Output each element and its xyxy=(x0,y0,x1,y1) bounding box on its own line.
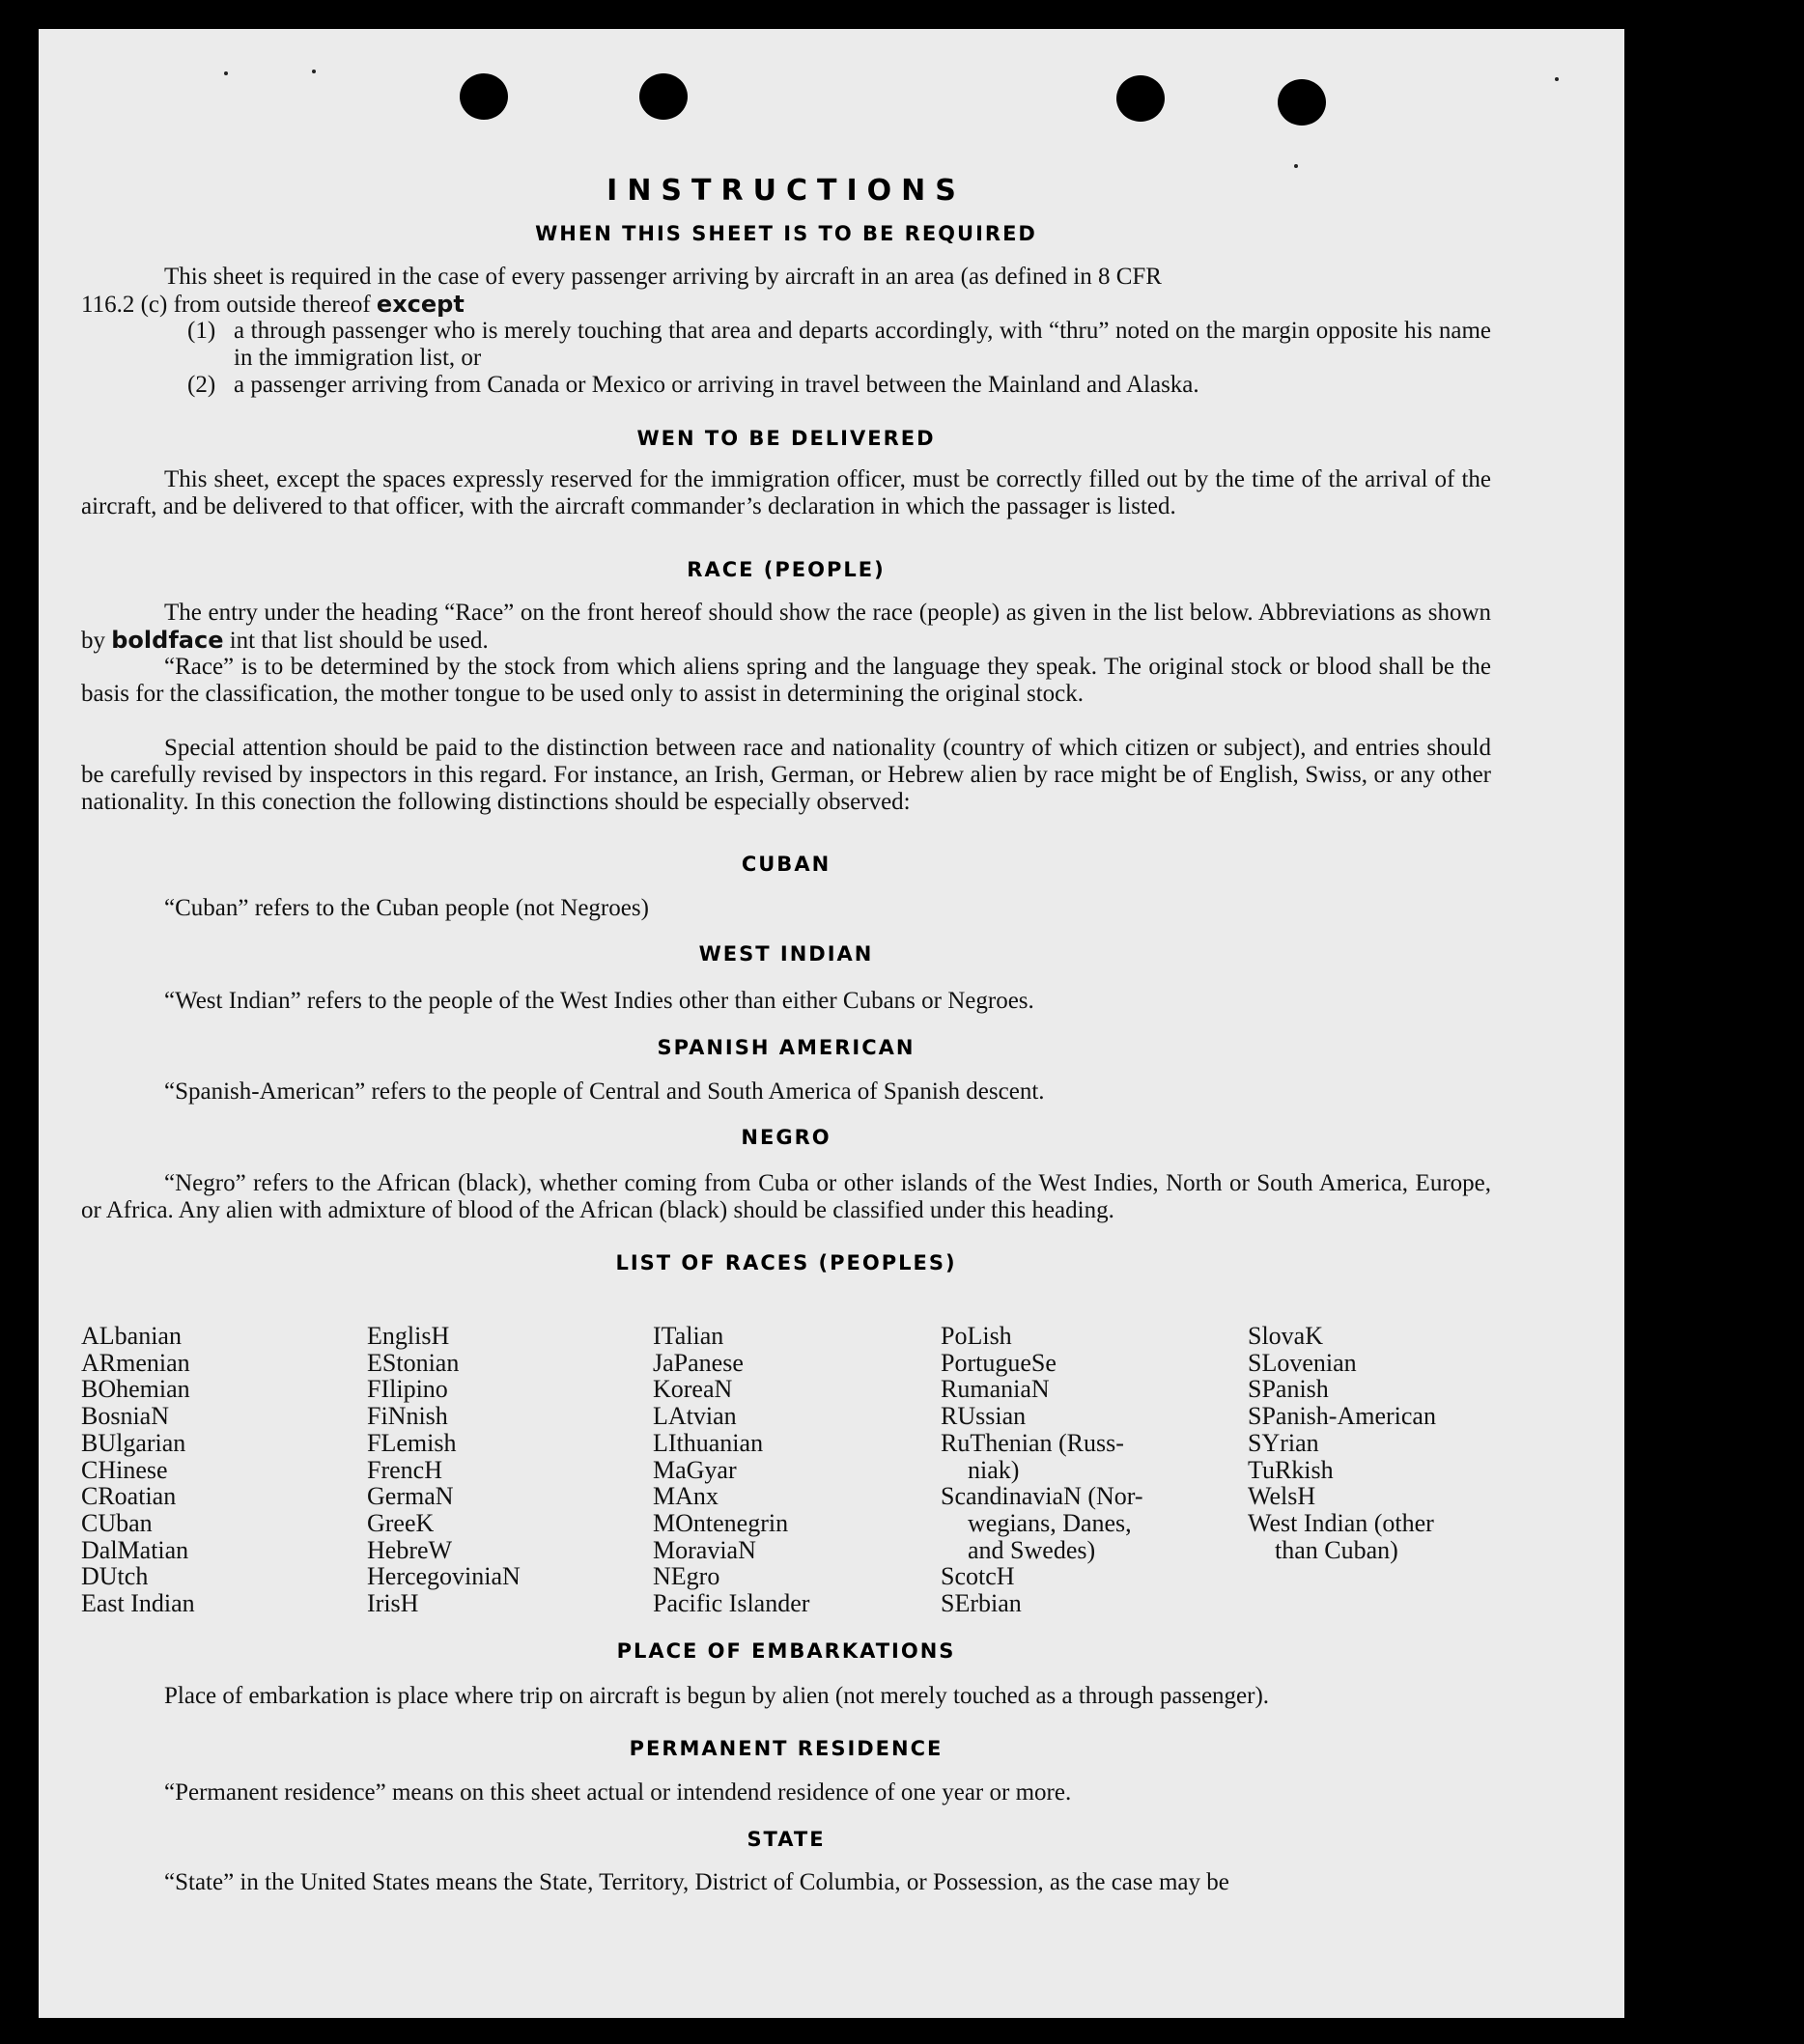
race-list-item: CHinese xyxy=(81,1455,168,1484)
punch-hole xyxy=(1278,79,1326,126)
residence-text xyxy=(81,1779,1491,1806)
section-title-negro: NEGRO xyxy=(741,1126,832,1149)
document-page xyxy=(39,29,1624,2018)
item-2-text: a passenger arriving from Canada or Mexico or arriving in travel between the Mainland and Alaska. xyxy=(234,372,1199,398)
race-paragraph-2 xyxy=(81,654,1491,708)
section-title-cuban: CUBAN xyxy=(741,853,832,876)
race-list-item: LAtvian xyxy=(653,1402,737,1431)
section-title-list: LIST OF RACES (PEOPLES) xyxy=(615,1251,957,1274)
race-list-item: FrencH xyxy=(367,1455,442,1484)
punch-hole xyxy=(460,73,508,120)
race-list-item: West Indian (other xyxy=(1248,1508,1434,1537)
section-title-spanish-american: SPANISH AMERICAN xyxy=(657,1036,916,1059)
spanish-american-body: “Spanish-American” refers to the people of Central and South America of Spanish descent. xyxy=(164,1078,1045,1105)
race-list-item: MOntenegrin xyxy=(653,1508,789,1537)
race-list-item: BOhemian xyxy=(81,1375,190,1404)
residence-body: “Permanent residence” means on this sheet actual or intendend residence of one year or more. xyxy=(164,1779,1072,1806)
race-list-item: BosniaN xyxy=(81,1402,169,1431)
race-list-item: SErbian xyxy=(941,1589,1022,1618)
state-text xyxy=(81,1869,1491,1896)
race-list-item: CRoatian xyxy=(81,1482,177,1511)
race-list-item: ALbanian xyxy=(81,1322,182,1350)
race-list-column-1 xyxy=(81,1323,195,1617)
race-list-item: SPanish-American xyxy=(1248,1402,1436,1431)
item-2-number: (2) xyxy=(187,372,216,398)
race-list-item: RumaniaN xyxy=(941,1375,1050,1404)
race-p3: Special attention should be paid to the distinction between race and nationality (country of which citizen or subject), and entries should be carefully revised by inspectors in this regard. For instance, an Irish, German, or Hebrew alien by race might be of English, Swiss, or any other nationality. In this conection the following distinctions should be especially observed: xyxy=(81,735,1491,815)
required-intro-line1: This sheet is required in the case of every passenger arriving by aircraft in an area (as defined in 8 CFR xyxy=(164,264,1162,290)
race-list-item: SPanish xyxy=(1248,1375,1329,1404)
cuban-body: “Cuban” refers to the Cuban people (not Negroes) xyxy=(164,895,649,921)
negro-text xyxy=(81,1170,1491,1224)
race-list-item: MAnx xyxy=(653,1482,719,1511)
race-p1-start: The entry under the heading “Race” on the front hereof should show the race (people) as given in the list below. Abbreviations as shown by xyxy=(81,600,1491,654)
race-list-item: EnglisH xyxy=(367,1322,450,1350)
punch-hole xyxy=(639,73,688,120)
delivered-text-body: This sheet, except the spaces expressly reserved for the immigration officer, must be correctly filled out by the time of the arrival of the aircraft, and be delivered to that officer, with the aircraft commander’s declaration in which the passager is listed. xyxy=(81,466,1491,519)
race-list-item: GermaN xyxy=(367,1482,454,1511)
page-title: INSTRUCTIONS xyxy=(606,174,966,208)
race-list-item: Pacific Islander xyxy=(653,1589,810,1618)
race-list-item: NEgro xyxy=(653,1562,720,1591)
race-list-item: GreeK xyxy=(367,1508,435,1537)
race-list-item-continued: than Cuban) xyxy=(1275,1535,1398,1564)
race-list-item: ScotcH xyxy=(941,1562,1015,1591)
section-title-residence: PERMANENT RESIDENCE xyxy=(629,1737,944,1760)
race-list-item: MaGyar xyxy=(653,1455,737,1484)
race-list-item-continued: wegians, Danes, xyxy=(968,1508,1132,1537)
speck xyxy=(1294,164,1298,168)
race-list-column-5 xyxy=(1248,1323,1436,1563)
race-list-item: BUlgarian xyxy=(81,1428,186,1457)
race-list-item-continued: and Swedes) xyxy=(968,1535,1096,1564)
race-list-item: ARmenian xyxy=(81,1348,190,1377)
race-paragraph-1 xyxy=(81,600,1491,655)
race-list-item: FIlipino xyxy=(367,1375,448,1404)
race-list-item: RUssian xyxy=(941,1402,1027,1431)
race-list-item: PoLish xyxy=(941,1322,1012,1350)
race-list-item: DUtch xyxy=(81,1562,149,1591)
required-intro-line2: 116.2 (c) from outside thereof xyxy=(81,292,377,318)
race-p2: “Race” is to be determined by the stock from which aliens spring and the language they speak. The original stock or blood shall be the basis for the classification, the mother tongue to be used only to assist in determining the original stock. xyxy=(81,654,1491,707)
race-list-item: HercegoviniaN xyxy=(367,1562,521,1591)
state-body: “State” in the United States means the State, Territory, District of Columbia, or Possession, as the case may be xyxy=(164,1869,1229,1895)
race-p1-end: int that list should be used. xyxy=(223,628,489,654)
race-list-item: FLemish xyxy=(367,1428,457,1457)
race-list-item: IrisH xyxy=(367,1589,419,1618)
section-title-delivered: WEN TO BE DELIVERED xyxy=(636,427,936,450)
required-except: except xyxy=(376,291,465,318)
embarkation-body: Place of embarkation is place where trip on aircraft is begun by alien (not merely touched as a through passenger). xyxy=(164,1683,1270,1709)
race-list-column-4 xyxy=(941,1323,1143,1617)
race-list-item: FiNnish xyxy=(367,1402,448,1431)
item-1-text: a through passenger who is merely touching that area and departs accordingly, with “thru” noted on the margin opposite his name in the immigration list, or xyxy=(234,318,1491,371)
race-list-item: SlovaK xyxy=(1248,1322,1323,1350)
race-list-item: WelsH xyxy=(1248,1482,1316,1511)
race-boldface: boldface xyxy=(111,627,224,654)
west-indian-text xyxy=(81,988,1491,1015)
race-list-item-continued: niak) xyxy=(968,1455,1020,1484)
race-list-item: East Indian xyxy=(81,1589,195,1618)
race-list-item: SYrian xyxy=(1248,1428,1319,1457)
race-list-item: PortugueSe xyxy=(941,1348,1057,1377)
negro-body: “Negro” refers to the African (black), whether coming from Cuba or other islands of the West Indies, North or South America, Europe, or Africa. Any alien with admixture of blood of the African (black) should be classified under this heading. xyxy=(81,1170,1491,1223)
race-list-item: HebreW xyxy=(367,1535,453,1564)
embarkation-text xyxy=(81,1683,1491,1710)
punch-hole xyxy=(1116,75,1165,122)
required-intro xyxy=(81,264,1491,319)
race-list-column-2 xyxy=(367,1323,521,1617)
section-title-embarkation: PLACE OF EMBARKATIONS xyxy=(616,1639,956,1663)
race-list-item: MoraviaN xyxy=(653,1535,756,1564)
race-list-item: CUban xyxy=(81,1508,153,1537)
section-title-race: RACE (PEOPLE) xyxy=(687,558,886,581)
cuban-text xyxy=(81,895,1491,922)
race-list-item: ScandinaviaN (Nor- xyxy=(941,1482,1143,1511)
race-list-item: RuThenian (Russ- xyxy=(941,1428,1124,1457)
race-list-item: ITalian xyxy=(653,1322,724,1350)
race-list-column-3 xyxy=(653,1323,809,1617)
race-list-item: EStonian xyxy=(367,1348,460,1377)
speck xyxy=(224,71,228,75)
race-list-item: DalMatian xyxy=(81,1535,189,1564)
race-list-item: SLovenian xyxy=(1248,1348,1357,1377)
section-title-state: STATE xyxy=(747,1828,826,1851)
west-indian-body: “West Indian” refers to the people of the West Indies other than either Cubans or Negroes. xyxy=(164,988,1034,1014)
delivered-text xyxy=(81,466,1491,520)
spanish-american-text xyxy=(81,1078,1491,1106)
race-paragraph-3 xyxy=(81,735,1491,816)
section-title-required: WHEN THIS SHEET IS TO BE REQUIRED xyxy=(535,222,1037,245)
item-1-number: (1) xyxy=(187,318,216,344)
race-list-item: KoreaN xyxy=(653,1375,733,1404)
race-list-item: JaPanese xyxy=(653,1348,744,1377)
section-title-west-indian: WEST INDIAN xyxy=(698,942,874,966)
speck xyxy=(1555,77,1559,81)
speck xyxy=(312,70,316,73)
race-list-item: LIthuanian xyxy=(653,1428,764,1457)
race-list-item: TuRkish xyxy=(1248,1455,1334,1484)
